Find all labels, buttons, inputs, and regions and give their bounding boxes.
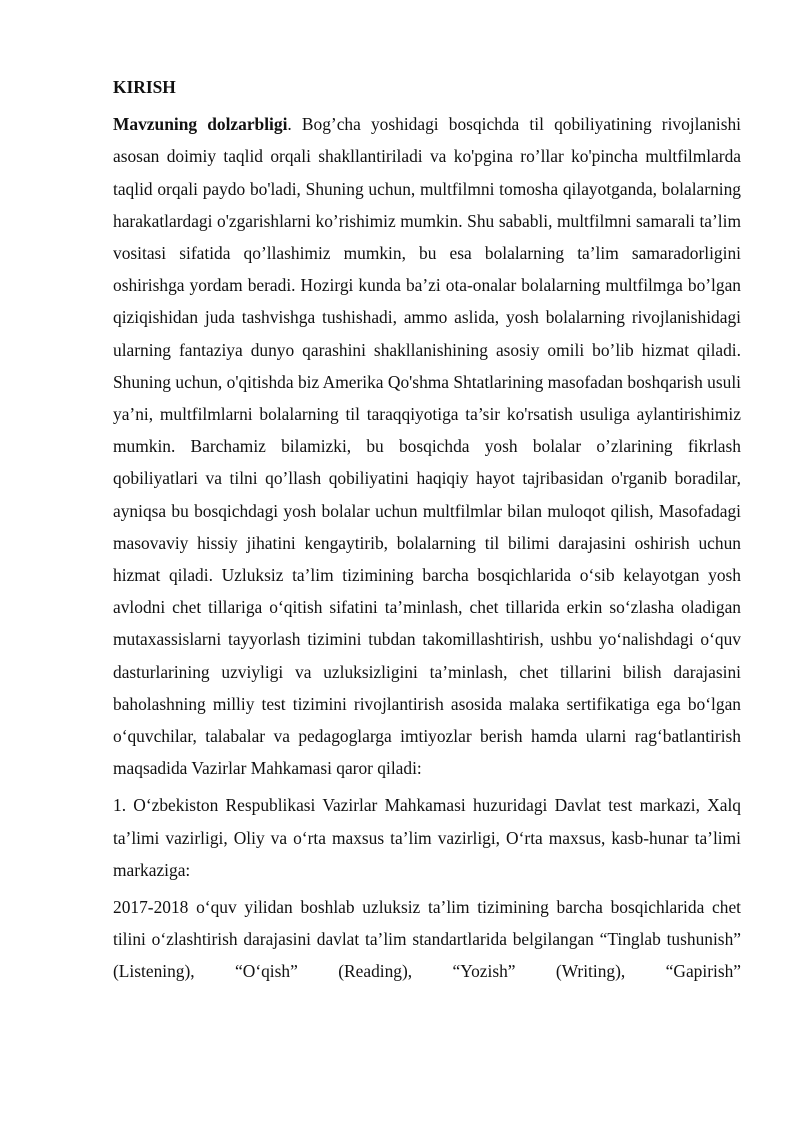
paragraph-item-2 (113, 891, 741, 988)
document-page (113, 68, 741, 988)
paragraph-text: . Bog’cha yoshidagi bosqichda til qobiliyatining rivojlanishi asosan doimiy taqlid orqali shakllantiriladi va ko'pgina ro’llar ko'pincha multfilmlarda taqlid orqali paydo bo'ladi, Shuning uchun, multfilmni tomosha qilayotganda, bolalarning harakatlardagi o'zgarishlarni ko’rishimiz mumkin. Shu sababli, multfilmni samarali ta’lim vositasi sifatida qo’llashimiz mumkin, bu esa bolalarning ta’lim samaradorligini oshirishga yordam beradi. Hozirgi kunda ba’zi ota-onalar bolalarning multfilmga bo’lgan qiziqishidan juda tashvishga tushishadi, ammo aslida, yosh bolalarning rivojlanishidagi ularning fantaziya dunyo qarashini shakllanishining asosiy omili bo’lib hizmat qiladi. Shuning uchun, o'qitishda biz Amerika Qo'shma Shtatlarining masofadan boshqarish usuli ya’ni, multfilmlarni bolalarning til taraqqiyotiga ta’sir ko'rsatish usuliga aylantirishimiz mumkin. Barchamiz bilamizki, bu bosqichda yosh bolalar o’zlarining fikrlash qobiliyatlari va tilni qo’llash qobiliyatini haqiqiy hayot tajribasidan o'rganib boradilar, ayniqsa bu bosqichdagi yosh bolalar uchun multfilmlar bilan muloqot qilish, Masofadagi masovaviy hissiy jihatini kengaytirib, bolalarning til bilimi darajasini oshirish uchun hizmat qiladi. Uzluksiz ta’lim tizimining barcha bosqichlarida o‘sib kelayotgan yosh avlodni chet tillariga o‘qitish sifatini ta’minlash, chet tillarida erkin so‘zlasha oladigan mutaxassislarni tayyorlash tizimini tubdan takomillashtirish, ushbu yo‘nalishdagi o‘quv dasturlarining uzviyligi va uzluksizligini ta’minlash, chet tillarini bilish darajasini baholashning milliy test tizimini rivojlantirish asosida malaka sertifikatiga ega bo‘lgan o‘quvchilar, talabalar va pedagoglarga imtiyozlar berish hamda ularni rag‘batlantirish maqsadida Vazirlar Mahkamasi qaror qiladi: (113, 114, 742, 779)
paragraph-text: 2017-2018 o‘quv yilidan boshlab uzluksiz ta’lim tizimining barcha bosqichlarida chet tilini o‘zlashtirish darajasini davlat ta’lim standartlarida belgilangan “Tinglab tushunish” (Listening), “O‘qish” (Reading), “Yozish” (Writing), “Gapirish” (113, 897, 741, 982)
paragraph-relevance (113, 108, 741, 784)
paragraph-item-1 (113, 789, 741, 886)
section-heading: KIRISH (113, 77, 176, 97)
paragraph-lead: Mavzuning dolzarbligi (113, 114, 288, 135)
paragraph-text: 1. O‘zbekiston Respublikasi Vazirlar Mahkamasi huzuridagi Davlat test markazi, Xalq ta’limi vazirligi, Oliy va o‘rta maxsus ta’lim vazirligi, O‘rta maxsus, kasb-hunar ta’limi markaziga: (113, 795, 741, 880)
